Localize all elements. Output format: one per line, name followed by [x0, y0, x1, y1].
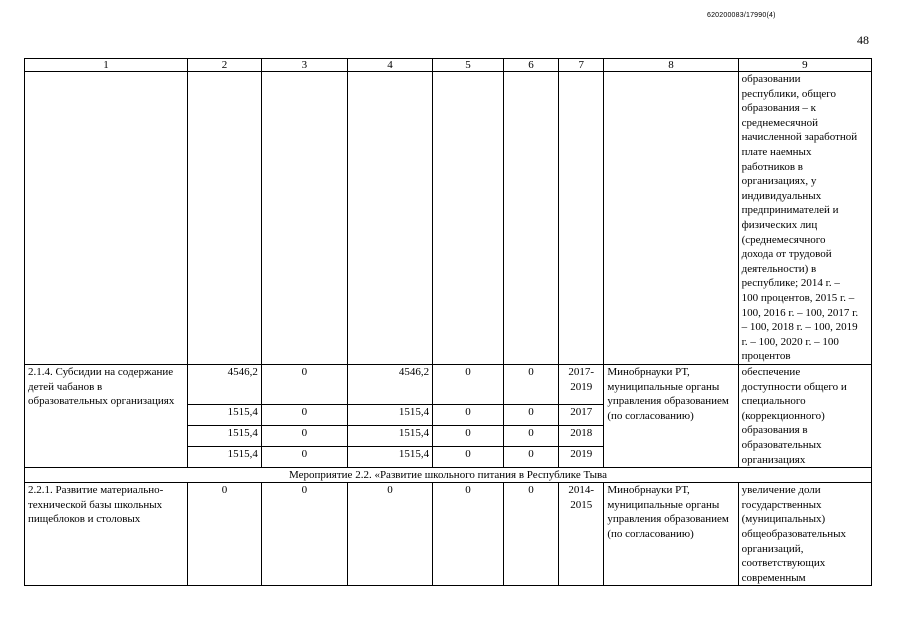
- column-header-3: 3: [261, 59, 347, 72]
- column-header-8: 8: [604, 59, 738, 72]
- section-title-2-2: Мероприятие 2.2. «Развитие школьного питания в Республике Тыва: [25, 468, 872, 483]
- table-row: 2.1.4. Субсидии на содержание детей чабанов в образовательных организациях 4546,2 0 4546,2 0 0 2017-2019 Минобрнауки РТ, муниципальные органы управления образованием (по согласованию) обеспечение доступности общего и специального (коррекционного) образования в образовательных организациях: [25, 365, 872, 405]
- column-header-6: 6: [503, 59, 558, 72]
- row-221-executor: Минобрнауки РТ, муниципальные органы управления образованием (по согласованию): [604, 483, 738, 586]
- continuation-result-cell: образовании республики, общего образования – к среднемесячной начисленной заработной плате наемных работников в организациях, у индивидуальных предпринимателей и физических лиц (среднемесячного дохода от трудовой деятельности) в республике; 2014 г. – 100 процентов, 2015 г. – 100, 2016 г. – 100, 2017 г. – 100, 2018 г. – 100, 2019 г. – 100, 2020 г. – 100 процентов: [738, 72, 871, 365]
- row-221-result: увеличение доли государственных (муниципальных) общеобразовательных организаций, соответствующих современным: [738, 483, 871, 586]
- row-221-period: 2014-2015: [559, 483, 604, 586]
- column-header-5: 5: [433, 59, 504, 72]
- table-row: 1515,4 0 1515,4 0 0 2017: [25, 405, 872, 426]
- row-214-executor: Минобрнауки РТ, муниципальные органы управления образованием (по согласованию): [604, 365, 738, 468]
- section-row: [25, 468, 872, 483]
- row-214-period: 2017-2019: [559, 365, 604, 405]
- column-header-9: 9: [738, 59, 871, 72]
- document-id: 620200083/17990(4): [707, 12, 776, 19]
- continuation-row: [25, 72, 872, 365]
- row-221-title: 2.2.1. Развитие материально-технической базы школьных пищеблоков и столовых: [25, 483, 188, 586]
- table-row: 1515,4 0 1515,4 0 0 2018: [25, 426, 872, 447]
- column-header-2: 2: [188, 59, 262, 72]
- table-row: 1515,4 0 1515,4 0 0 2019: [25, 447, 872, 468]
- program-table: [24, 58, 872, 586]
- row-214-result: обеспечение доступности общего и специального (коррекционного) образования в образовательных организациях: [738, 365, 871, 468]
- page-number: 48: [857, 33, 869, 47]
- column-header-1: 1: [25, 59, 188, 72]
- column-header-4: 4: [347, 59, 432, 72]
- table-row: 2.2.1. Развитие материально-технической базы школьных пищеблоков и столовых 0 0 0 0 0 2014-2015 Минобрнауки РТ, муниципальные органы управления образованием (по согласованию) увеличение доли государственных (муниципальных) общеобразовательных организаций, соответствующих современным: [25, 483, 872, 586]
- column-header-row: [25, 59, 872, 72]
- row-214-title: 2.1.4. Субсидии на содержание детей чабанов в образовательных организациях: [25, 365, 188, 468]
- column-header-7: 7: [559, 59, 604, 72]
